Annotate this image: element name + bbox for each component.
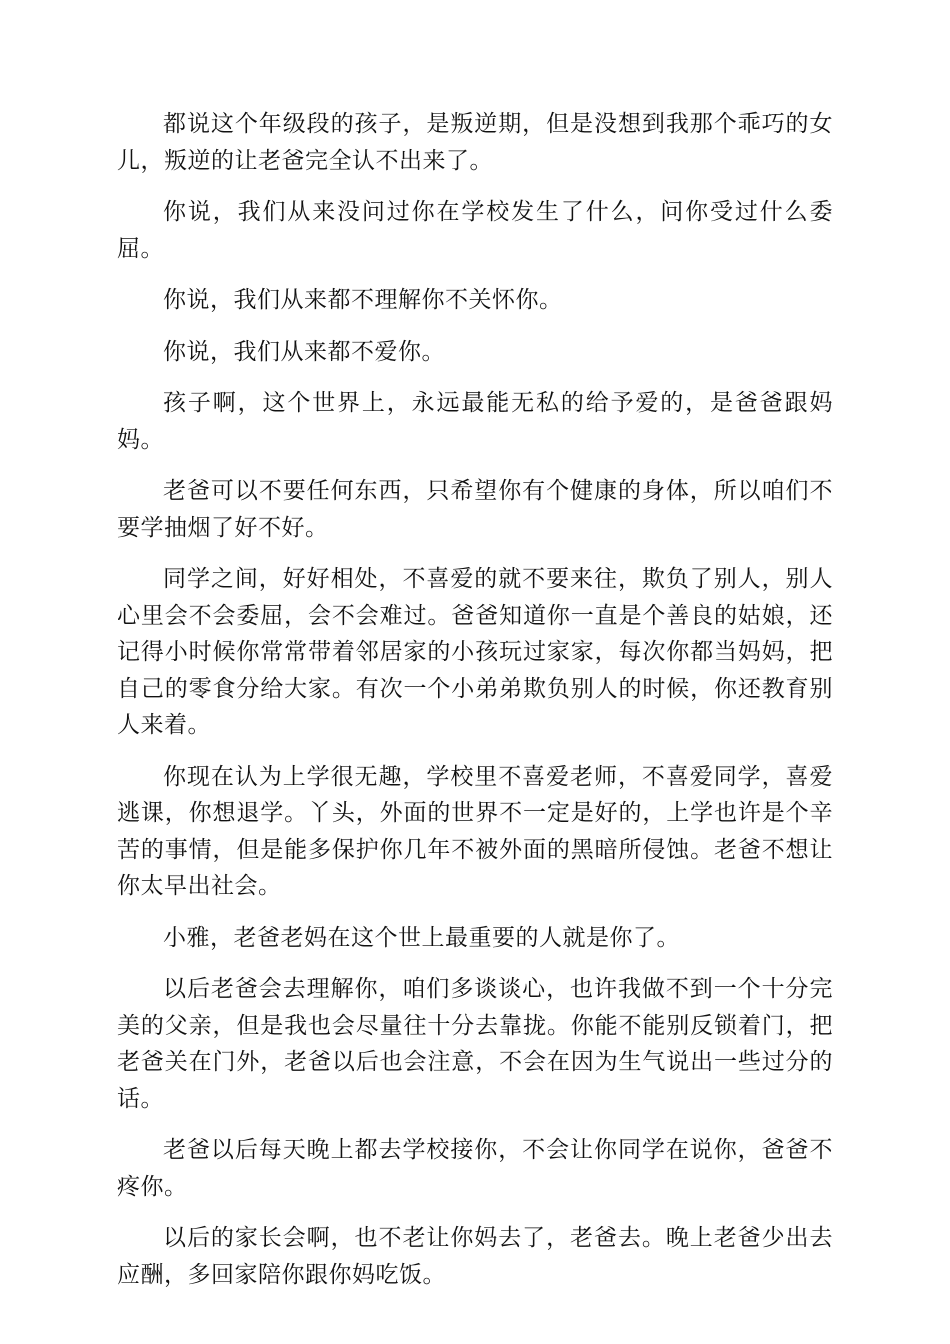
paragraph: 你现在认为上学很无趣，学校里不喜爱老师，不喜爱同学，喜爱逃课，你想退学。丫头，外面的世界不一定是好的，上学也许是个辛苦的事情，但是能多保护你几年不被外面的黑暗所侵蚀。老爸不想让你太早出社会。 [117,763,833,899]
paragraph: 老爸可以不要任何东西，只希望你有个健康的身体，所以咱们不要学抽烟了好不好。 [117,478,833,541]
paragraph: 你说，我们从来都不理解你不关怀你。 [163,287,563,313]
paragraph: 老爸以后每天晚上都去学校接你，不会让你同学在说你，爸爸不疼你。 [117,1137,833,1200]
paragraph: 同学之间，好好相处，不喜爱的就不要来往，欺负了别人，别人心里会不会委屈，会不会难过。爸爸知道你一直是个善良的姑娘，还记得小时候你常常带着邻居家的小孩玩过家家，每次你都当妈妈，把自己的零食分给大家。有次一个小弟弟欺负别人的时候，你还教育别人来着。 [117,566,833,738]
paragraph: 孩子啊，这个世界上，永远最能无私的给予爱的，是爸爸跟妈妈。 [117,390,833,453]
document-body [117,106,833,1308]
paragraph: 你说，我们从来没问过你在学校发生了什么，问你受过什么委屈。 [117,199,833,262]
paragraph: 都说这个年级段的孩子，是叛逆期，但是没想到我那个乖巧的女儿，叛逆的让老爸完全认不出来了。 [117,111,833,174]
paragraph: 以后老爸会去理解你，咱们多谈谈心，也许我做不到一个十分完美的父亲，但是我也会尽量往十分去靠拢。你能不能别反锁着门，把老爸关在门外，老爸以后也会注意，不会在因为生气说出一些过分的话。 [117,976,833,1112]
paragraph: 小雅，老爸老妈在这个世上最重要的人就是你了。 [163,924,680,951]
paragraph: 你说，我们从来都不爱你。 [163,338,445,365]
paragraph: 以后的家长会啊，也不老让你妈去了，老爸去。晚上老爸少出去应酬，多回家陪你跟你妈吃饭。 [117,1225,833,1288]
